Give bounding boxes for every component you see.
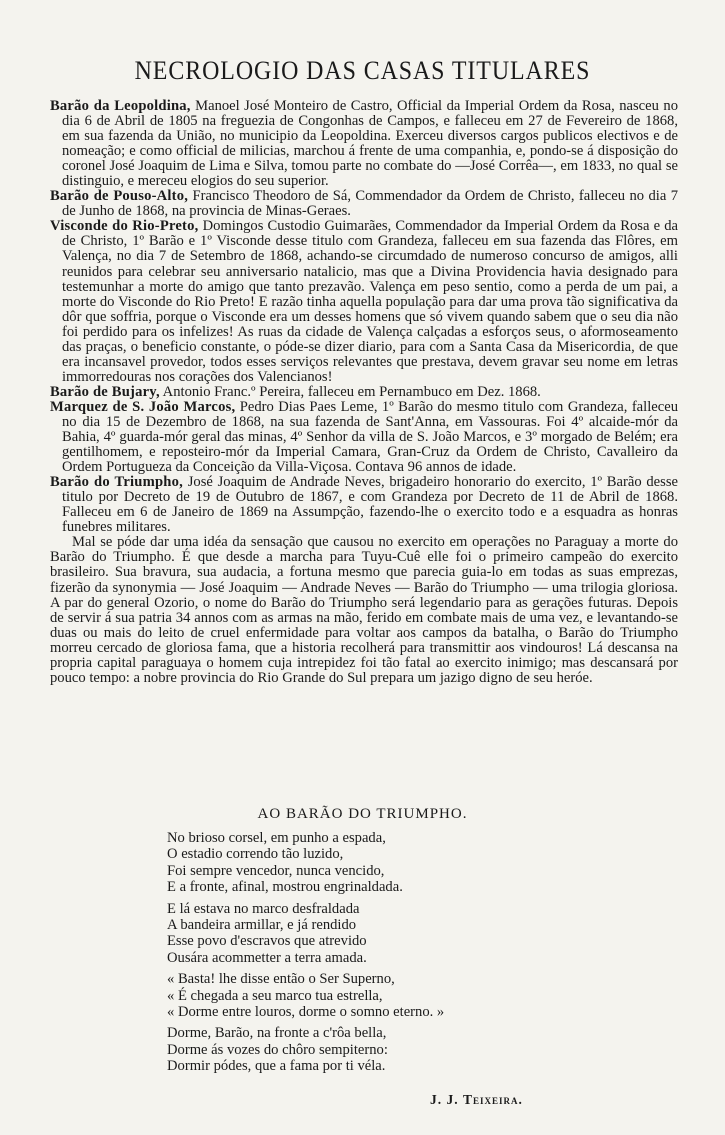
entry-name: Barão da Leopoldina, [50,98,191,114]
poem [167,830,444,1080]
poem-line: O estadio correndo tão luzido, [167,846,344,863]
entry-bujary [50,385,678,400]
signature-initials: J. J. [430,1092,459,1107]
signature-name: Teixeira. [463,1092,523,1107]
closing-paragraph: Mal se póde dar uma idéa da sensação que causou no exercito em operações no Paraguay a morte do Barão do Triumpho. É que desde a marcha para Tuyu-Cuê elle foi o primeiro campeão do exercito brasileiro. Sua bravura, sua audacia, a fortuna mesmo que parecia guia-lo em todas as suas emprezas, fizerão da synonymia — José Joaquim — Andrade Neves — Barão do Triumpho — uma trilogia gloriosa. A par do general Ozorio, o nome do Barão do Triumpho será legendario para as gerações futuras. Depois de servir á sua patria 34 annos com as armas na mão, ferido em combate mais de uma vez, e levantando-se duas ou mais do leito de cruel enfermidade para voltar aos campos da batalha, o Barão do Triumpho morreu cercado de gloriosa fama, que a historia recolherá para transmittir aos vindouros! Lá descansa na propria capital paraguaya o homem cuja intrepidez foi tão fatal ao exercito inimigo; mas descansará por pouco tempo: a nobre provincia do Rio Grande do Sul prepara um jazigo digno de seu heróe. [50,534,678,686]
entry-name: Barão de Bujary, [50,383,160,400]
poem-stanza [167,901,444,967]
poem-line: Dormir pódes, que a fama por ti véla. [167,1058,386,1075]
entry-text: Antonio Franc.º Pereira, falleceu em Pernambuco em Dez. 1868. [162,383,541,400]
poem-stanza [167,830,444,896]
entry-name: Barão do Triumpho, [50,474,183,491]
necrology-entries [50,99,678,686]
entry-triumpho [50,475,678,535]
poem-line: Ousára acommetter a terra amada. [167,949,367,966]
poem-line: A bandeira armillar, e já rendido [167,917,357,934]
poem-line: Dorme, Barão, na fronte a c'rôa bella, [167,1025,387,1042]
entry-text: Manoel José Monteiro de Castro, Official da Imperial Ordem da Rosa, nasceu no dia 6 de Abril de 1805 na freguezia de Congonhas de Campos, e falleceu em 27 de Fevereiro de 1868, em sua fazenda da União, no municipio da Leopoldina. Exerceu diversos cargos publicos electivos e de nomeação; e como official de milicias, marchou á frente de uma companhia, e, pondo-se á disposição do coronel José Joaquim de Lima e Silva, tomou parte no combate do —José Corrêa—, em 1833, no qual se distinguio, e mereceu elogios do seu superior. [62,98,678,190]
entry-name: Marquez de S. João Marcos, [50,398,236,415]
poem-line: E lá estava no marco desfraldada [167,900,360,917]
poem-line: « É chegada a seu marco tua estrella, [167,987,383,1004]
poem-signature [430,1092,523,1108]
poem-stanza [167,971,444,1020]
entry-text: Domingos Custodio Guimarães, Commendador da Imperial Ordem da Rosa e da de Christo, 1º Barão e 1º Visconde desse titulo com Grandeza, falleceu em sua fazenda das Flôres, em Valença, no dia 7 de Setembro de 1868, achando-se circumdado de numeroso concurso de amigos, alli reunidos para celebrar seu anniversario natalicio, mas que a Divina Providencia havia designado para testemunhar a morte do amigo que tanto prezavão. Valença em peso sentio, como a perda de um pai, a morte do Visconde do Rio Preto! E razão tinha aquella população para dar uma prova tão significativa da dôr que soffria, porque o Visconde era um desses homens que só vivem quando sabem que o seu dia não foi perdido para os infelizes! As ruas da cidade de Valença calçadas a esforços seus, o aformoseamento das praças, o beneficio constante, o póde-se dizer diario, para com a Santa Casa da Misericordia, de que era incansavel provedor, todos esses serviços relevantes que prestava, devem gravar seu nome em letras immorredouras nos corações dos Valencianos! [62,218,678,385]
page-title: NECROLOGIO DAS CASAS TITULARES [134,56,591,85]
entry-rio-preto [50,219,678,385]
poem-line: Foi sempre vencedor, nunca vencido, [167,862,385,879]
poem-line: No brioso corsel, em punho a espada, [167,830,386,846]
entry-text: José Joaquim de Andrade Neves, brigadeiro honorario do exercito, 1º Barão desse titulo por Decreto de 19 de Outubro de 1867, e com Grandeza por Decreto de 11 de Abril de 1868. Falleceu em 6 de Janeiro de 1869 na Assumpção, fazendo-lhe o exercito todo e a esquadra as honras funebres militares. [62,474,678,536]
poem-stanza [167,1025,444,1074]
entry-text: Pedro Dias Paes Leme, 1º Barão do mesmo titulo com Grandeza, falleceu no dia 15 de Dezembro de 1868, na sua fazenda de Sant'Anna, em Vassouras. Foi 4º alcaide-mór da Bahia, 4º guarda-mór geral das minas, 4º Senhor da villa de S. João Marcos, e 3º morgado de Belém; era gentilhomem, e reposteiro-mór da Imperial Camara, Gran-Cruz da Ordem de Christo, Cavalleiro da Ordem Portugueza da Conceição da Villa-Viçosa. Contava 96 annos de idade. [62,398,678,476]
entry-text: Francisco Theodoro de Sá, Commendador da Ordem de Christo, falleceu no dia 7 de Junho de 1868, na provincia de Minas-Geraes. [62,188,679,220]
poem-line: « Dorme entre louros, dorme o somno eterno. » [167,1004,445,1021]
poem-line: Esse povo d'escravos que atrevido [167,933,367,950]
poem-line: Dorme ás vozes do chôro sempiterno: [167,1041,388,1058]
entry-sao-joao-marcos [50,400,678,475]
entry-name: Barão de Pouso-Alto, [50,188,189,205]
poem-title: AO BARÃO DO TRIUMPHO. [257,806,468,822]
entry-name: Visconde do Rio-Preto, [50,218,199,235]
poem-line: E a fronte, afinal, mostrou engrinaldada. [167,879,403,896]
entry-pouso-alto [50,189,678,219]
entry-leopoldina [50,99,678,189]
poem-line: « Basta! lhe disse então o Ser Superno, [167,971,395,988]
